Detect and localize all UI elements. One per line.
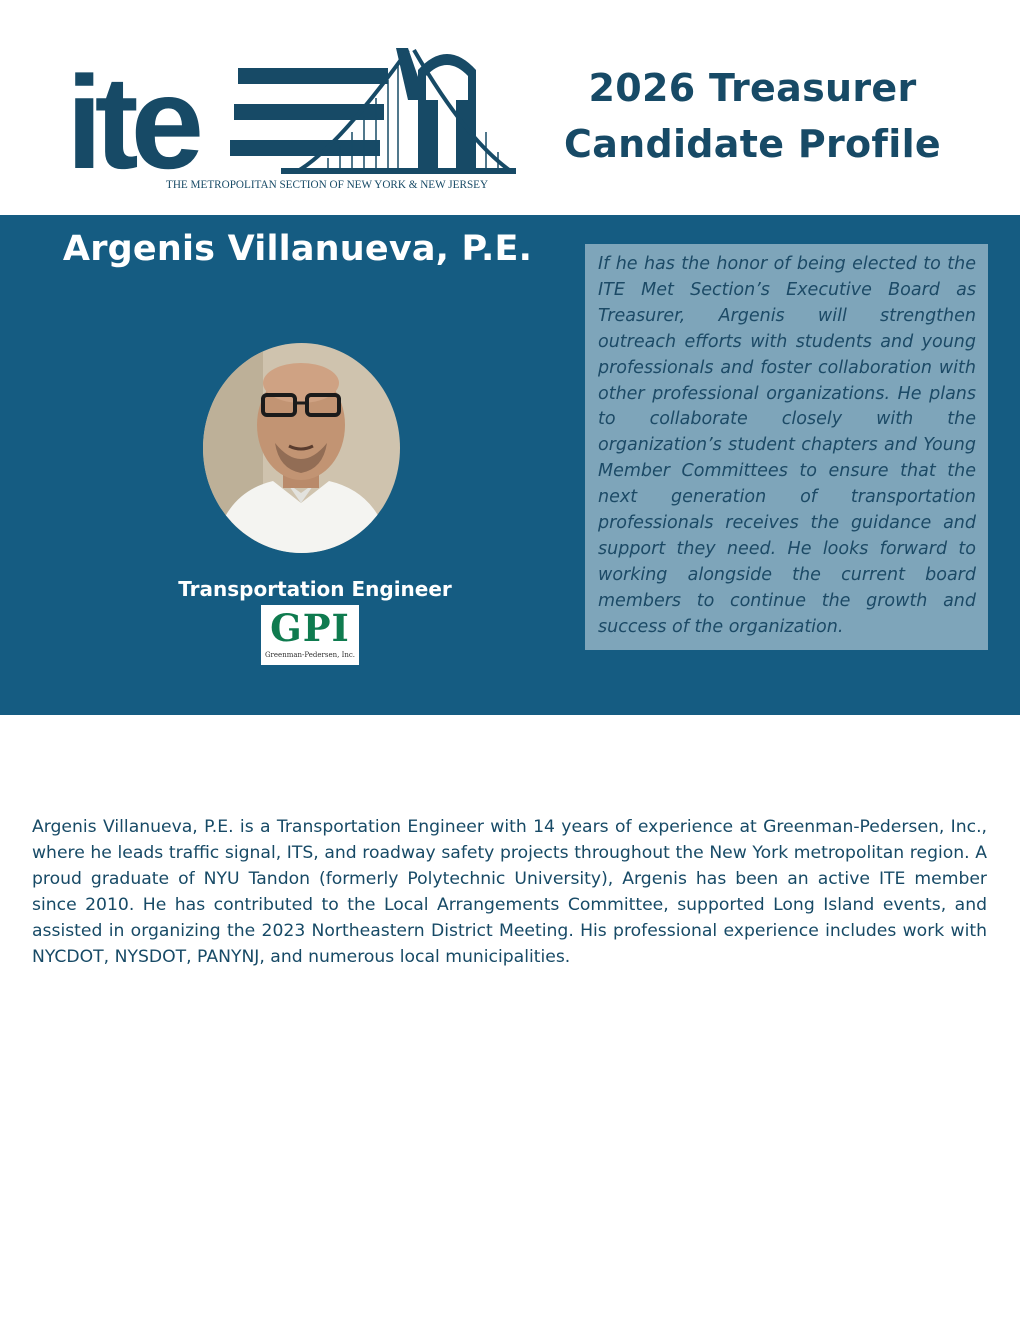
logo-tagline: THE METROPOLITAN SECTION OF NEW YORK & NEW JERSEY [166, 179, 489, 191]
page-title [560, 60, 945, 172]
gpi-logo-name: Greenman-Pedersen, Inc. [264, 651, 356, 659]
logo-ite-text: ite [66, 49, 197, 195]
ite-met-section-logo [66, 40, 516, 195]
candidate-photo [203, 343, 400, 553]
gpi-logo-mark: GPI [270, 606, 350, 650]
page-title-line-1: 2026 Treasurer [588, 66, 917, 110]
header [0, 0, 1020, 215]
candidate-job-title: Transportation Engineer [178, 577, 452, 601]
candidate-statement: If he has the honor of being elected to the ITE Met Section’s Executive Board as Treasurer, Argenis will strengthen outreach efforts with students and young professionals and foster collaboration with other professional organizations. He plans to collaborate closely with the organization’s student chapters and Young Member Committees to ensure that the next generation of transportation professionals receives the guidance and support they need. He looks forward to working alongside the current board members to continue the growth and success of the organization. [598, 254, 976, 637]
candidate-panel [0, 215, 1020, 715]
gpi-company-logo [261, 605, 359, 665]
page-title-line-2: Candidate Profile [564, 122, 941, 166]
candidate-name: Argenis Villanueva, P.E. [62, 229, 533, 269]
candidate-biography: Argenis Villanueva, P.E. is a Transportation Engineer with 14 years of experience at Greenman-Pedersen, Inc., where he leads traffic signal, ITS, and roadway safety projects throughout the New York metropolitan region. A proud graduate of NYU Tandon (formerly Polytechnic University), Argenis has been an active ITE member since 2010. He has contributed to the Local Arrangements Committee, supported Long Island events, and assisted in organizing the 2023 Northeastern District Meeting. His professional experience includes work with NYCDOT, NYSDOT, PANYNJ, and numerous local municipalities. [32, 817, 987, 967]
candidate-statement-box [585, 244, 988, 650]
